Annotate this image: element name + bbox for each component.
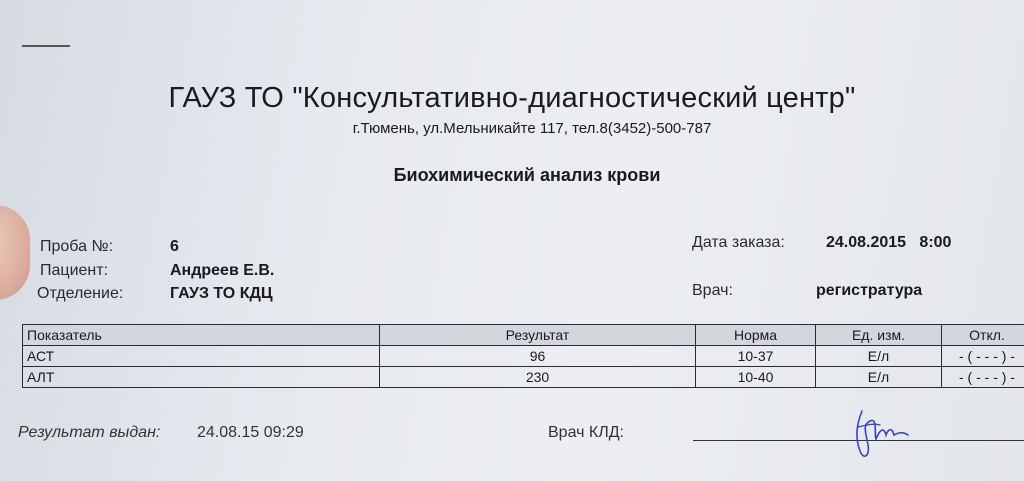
signature-stroke	[858, 424, 880, 427]
deviation-cell: - ( - - - ) -	[942, 346, 1024, 367]
signature	[840, 405, 920, 465]
patient-value: Андреев Е.В.	[170, 262, 275, 279]
order-date-value: 24.08.2015 8:00	[826, 234, 952, 251]
department-label: Отделение:	[37, 285, 124, 302]
result-cell: 96	[380, 346, 696, 367]
table-header-row	[23, 325, 1024, 346]
indicator-cell: АЛТ	[23, 367, 380, 388]
norm-cell: 10-40	[696, 367, 816, 388]
binder-mark	[22, 45, 70, 47]
column-header: Норма	[696, 325, 816, 346]
indicator-cell: АСТ	[23, 346, 380, 367]
organization-title: ГАУЗ ТО "Консультативно-диагностический центр"	[168, 82, 856, 114]
lab-doctor-label: Врач КЛД:	[548, 424, 624, 441]
order-date-label: Дата заказа:	[692, 234, 785, 251]
issued-value: 24.08.15 09:29	[197, 424, 304, 441]
signature-stroke	[857, 411, 908, 456]
results-table	[22, 324, 1024, 388]
column-header: Ед. изм.	[816, 325, 942, 346]
column-header: Результат	[380, 325, 696, 346]
unit-cell: Е/л	[816, 346, 942, 367]
deviation-cell: - ( - - - ) -	[942, 367, 1024, 388]
department-value: ГАУЗ ТО КДЦ	[170, 285, 273, 302]
table-row	[23, 367, 1024, 388]
column-header: Показатель	[23, 325, 380, 346]
norm-cell: 10-37	[696, 346, 816, 367]
doctor-value: регистратура	[816, 282, 923, 299]
sample-value: 6	[170, 238, 179, 255]
unit-cell: Е/л	[816, 367, 942, 388]
doctor-label: Врач:	[692, 282, 733, 299]
thumb-shadow	[0, 205, 30, 300]
result-cell: 230	[380, 367, 696, 388]
issued-label: Результат выдан:	[18, 424, 161, 441]
patient-label: Пациент:	[40, 262, 109, 279]
table-row	[23, 346, 1024, 367]
sample-label: Проба №:	[40, 238, 114, 255]
organization-address: г.Тюмень, ул.Мельникайте 117, тел.8(3452)-500-787	[352, 120, 712, 137]
document-title: Биохимический анализ крови	[393, 165, 661, 185]
column-header: Откл.	[942, 325, 1024, 346]
